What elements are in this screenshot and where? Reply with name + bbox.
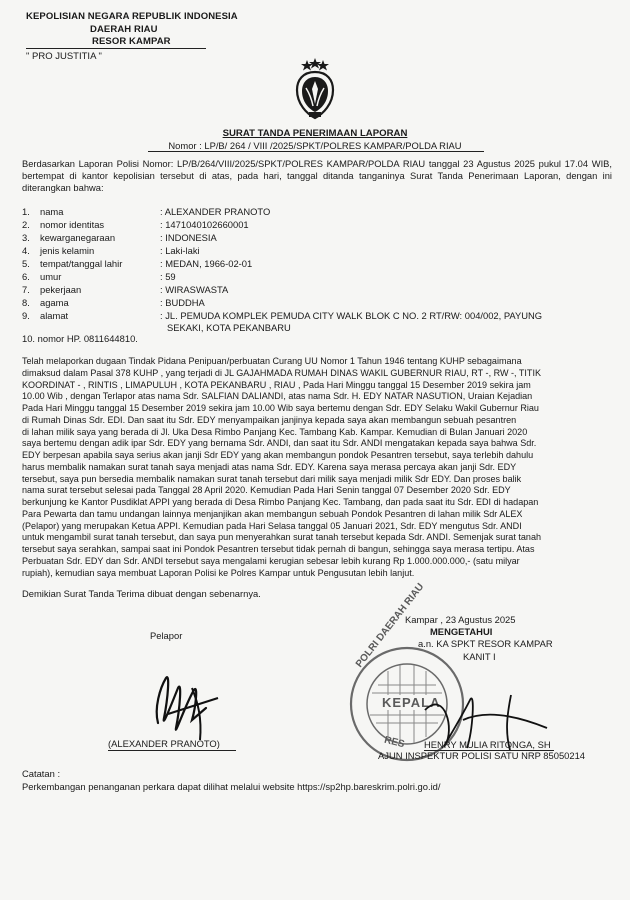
identity-label: kewarganegaraan	[40, 232, 116, 243]
report-body-line: di lahan milik saya yang berada di Jl. Uka Desa Rimbo Panjang Kec. Tambang Kab. Kampar. Kemudian di Bulan Januari 2020	[22, 426, 528, 437]
catatan-label: Catatan :	[22, 768, 61, 779]
identity-number: 2.	[22, 219, 30, 230]
catatan-text: Perkembangan penanganan perkara dapat dilihat melalui website https://sp2hp.bareskrim.polri.go.id/	[22, 781, 441, 792]
closing-statement: Demikian Surat Tanda Terima dibuat dengan sebenarnya.	[22, 588, 261, 599]
identity-value: : Laki-laki	[160, 245, 200, 256]
identity-value: : WIRASWASTA	[160, 284, 229, 295]
pelapor-name-underline	[108, 750, 236, 751]
identity-number: 1.	[22, 206, 30, 217]
report-body-line: tersebut saya serahkan, sampai saat ini Pondok Pesantren tersebut tidak pernah di bangun, sehingga saya merasa tertipu. Atas	[22, 544, 535, 554]
officer-unit: a.n. KA SPKT RESOR KAMPAR	[418, 638, 553, 649]
identity-label: nama	[40, 206, 64, 217]
identity-value-continued: SEKAKI, KOTA PEKANBARU	[167, 322, 291, 333]
header-underline	[26, 48, 206, 49]
stamp-center-text: KEPALA	[382, 695, 441, 710]
identity-label: umur	[40, 271, 62, 282]
report-body-line: 10.00 Wib , dengan Terlapor atas nama Sdr. SALFIAN DALIANDI, atas nama Sdr. H. EDY NATAR NASUTION, Uraian Kejadian	[22, 391, 533, 402]
report-body-line: Perbuatan Sdr. EDY dan Sdr. ANDI tersebut saya mengalami kerugian sebesar lebih kurang Rp 1.000.000.000,- (satu milyar	[22, 555, 520, 566]
identity-label: nomor identitas	[40, 219, 105, 230]
report-body-line: rupiah), kemudian saya membuat Laporan Polisi ke Polres Kampar untuk Pengusutan lebih lanjut.	[22, 567, 415, 578]
identity-number: 3.	[22, 232, 30, 243]
identity-value: : MEDAN, 1966-02-01	[160, 258, 253, 269]
identity-label: tempat/tanggal lahir	[40, 258, 123, 269]
pelapor-label: Pelapor	[150, 630, 183, 641]
report-body-line: untuk mengambil surat tanah tersebut, dan saya pun menyerahkan surat tanah tersebut kepada Sdr. ANDI. Semenjak surat tanah	[22, 532, 542, 543]
officer-name: HENRY MULIA RITONGA, SH	[424, 739, 551, 750]
header-resort: RESOR KAMPAR	[92, 36, 171, 47]
header-region: DAERAH RIAU	[90, 24, 158, 35]
document-title: SURAT TANDA PENERIMAAN LAPORAN	[222, 128, 408, 139]
pro-justitia: " PRO JUSTITIA "	[26, 51, 102, 62]
place-date: Kampar , 23 Agustus 2025	[405, 614, 516, 625]
report-body-line: saya bertemu dengan adik ipar Sdr. EDY yang bernama Sdr. ANDI, dan saat itu Sdr. ANDI mengatakan kepada saya bahwa Sdr.	[22, 438, 537, 449]
officer-position: KANIT I	[463, 651, 496, 662]
identity-value: : JL. PEMUDA KOMPLEK PEMUDA CITY WALK BLOK C NO. 2 RT/RW: 004/002, PAYUNG	[160, 310, 543, 321]
report-body-line: EDY berpesan apabila saya serius akan janji Sdr EDY yang akan membangun pondok Pesantren tersebut, saya terlebih dahulu	[22, 450, 534, 460]
phone-line: 10. nomor HP. 0811644810.	[22, 333, 138, 344]
identity-number: 8.	[22, 297, 30, 308]
header-institution: KEPOLISIAN NEGARA REPUBLIK INDONESIA	[26, 11, 238, 22]
stamp-bottom-text: RES	[382, 734, 406, 751]
pelapor-signature	[108, 648, 268, 748]
report-body-line: Pada Hari Minggu tanggal 15 Desember 2019 sekira jam 10.00 Wib saya bertemu dengan Sdr. EDY Selaku Wakil Gubernur Riau	[22, 403, 539, 413]
report-body-line: dimaksud dalam Pasal 378 KUHP , yang terjadi di JL GAJAHMADA RUMAH DINAS WAKIL GUBERNUR RIAU, RT -, RW -, TITIK	[22, 367, 542, 378]
report-body-line: Telah melaporkan dugaan Tindak Pidana Penipuan/perbuatan Curang UU Nomor 1 Tahun 1946 tentang KUHP sebagaimana	[22, 356, 522, 366]
report-body-line: KOORDINAT - , RINTIS , LIMAPULUH , KOTA PEKANBARU , RIAU , Pada Hari Minggu tanggal 15 Desember 2019 sekira jam	[22, 379, 531, 390]
identity-number: 7.	[22, 284, 30, 295]
report-body-line: harus membalik namakan surat tanah saya menjadi atas nama Sdr. EDY. Karena saya merasa percaya akan janji Sdr. EDY	[22, 461, 517, 472]
officer-rank: AJUN INSPEKTUR POLISI SATU NRP 85050214	[378, 750, 586, 761]
stamp-arc-text: POLRI DAERAH RIAU	[354, 581, 427, 670]
pelapor-name: (ALEXANDER PRANOTO)	[108, 738, 220, 749]
identity-value: : ALEXANDER PRANOTO	[160, 206, 271, 217]
identity-value: : INDONESIA	[160, 232, 217, 243]
report-body-line: di Rumah Dinas Sdr. EDI. Dan saat itu Sdr. EDY menyampaikan janjinya kepada saya akan membangun sebuah pesantren	[22, 414, 517, 425]
identity-number: 4.	[22, 245, 30, 256]
identity-value: : 59	[160, 271, 176, 282]
report-body-line: Para Pewarta dan tamu undangan lainnya menjanjikan akan membangun sebuah Pondok Pesantren di lahan milik Sdr ALEX	[22, 508, 523, 519]
document-number: Nomor : LP/B/ 264 / VIII /2025/SPKT/POLRES KAMPAR/POLDA RIAU	[168, 140, 462, 151]
identity-value: : 1471040102660001	[160, 219, 249, 230]
mengetahui-label: MENGETAHUI	[430, 626, 493, 637]
identity-number: 5.	[22, 258, 30, 269]
intro-paragraph: Berdasarkan Laporan Polisi Nomor: LP/B/264/VIII/2025/SPKT/POLRES KAMPAR/POLDA RIAU tanggal 23 Agustus 2025 pukul 17.04 WIB, bertempat di kantor kepolisian tersebut di atas, pada hari, tanggal ditanda tanganinya Surat Tanda Penerimaan Laporan, dengan ini diterangkan bahwa:	[22, 159, 612, 194]
identity-number: 6.	[22, 271, 30, 282]
identity-number: 9.	[22, 310, 30, 321]
identity-label: agama	[40, 297, 69, 308]
report-body-line: berkunjung ke Kantor Pusdiklat APPI yang berada di Desa Rimbo Panjang Kec. Tambang, dan pada saat itu Sdr. EDI di hadapan	[22, 497, 539, 507]
identity-label: alamat	[40, 310, 69, 321]
report-body-line: tersebut, saya pun bersedia membalik namakan surat tanah tersebut dari milik saya menjadi milik Sdr EDY. Dan proses balik	[22, 473, 522, 484]
number-underline	[148, 151, 484, 152]
identity-label: jenis kelamin	[40, 245, 95, 256]
identity-label: pekerjaan	[40, 284, 82, 295]
police-emblem-icon	[289, 58, 341, 120]
report-body-line: nama surat tersebut selesai pada Tanggal 28 April 2020. Kemudian Pada Hari Senin tanggal 07 Desember 2020 Sdr. EDY	[22, 485, 511, 496]
report-body-line: (Pelapor) yang merupakan Ketua APPI. Kemudian pada Hari Selasa tanggal 05 Januari 2021, Sdr. EDY mengutus Sdr. ANDI	[22, 520, 522, 531]
identity-value: : BUDDHA	[160, 297, 205, 308]
